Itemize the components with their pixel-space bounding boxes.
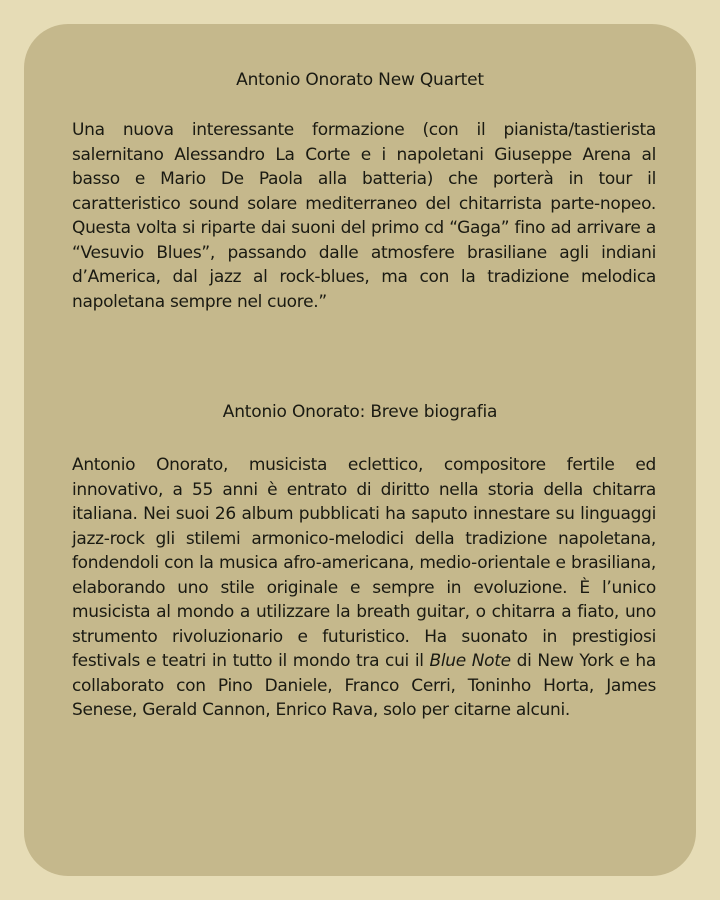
- content-card: [24, 24, 696, 876]
- biography-title: Antonio Onorato: Breve biografia: [222, 402, 498, 422]
- quartet-title: Antonio Onorato New Quartet: [236, 70, 484, 90]
- biography-text-part-1: Antonio Onorato, musicista eclettico, compositore fertile ed innovativo, a 55 anni è entrato di diritto nella storia della chitarra italiana. Nei suoi 26 album pubblicati ha saputo innestare su linguaggi jazz-rock gli stilemi armonico-melodici della tradizione napoletana, fondendoli con la musica afro-americana, medio-orientale e brasiliana, elaborando uno stile originale e sempre in evoluzione. È l’unico musicista al mondo a utilizzare la breath guitar, o chitarra a fiato, uno strumento rivoluzionario e futuristico. Ha suonato in prestigiosi festivals e teatri in tutto il mondo tra cui il: [72, 455, 656, 671]
- quartet-description: Una nuova interessante formazione (con il pianista/tastierista salernitano Alessandro La Corte e i napoletani Giuseppe Arena al basso e Mario De Paola alla batteria) che porterà in tour il caratteristico sound solare mediterraneo del chitarrista parte-nopeo. Questa volta si riparte dai suoni del primo cd “Gaga” fino ad arrivare a “Vesuvio Blues”, passando dalle atmosfere brasiliane agli indiani d’America, dal jazz al rock-blues, ma con la tradizione melodica napoletana sempre nel cuore.”: [72, 120, 656, 312]
- blue-note-venue: Blue Note: [429, 651, 511, 671]
- biography-text: [72, 453, 656, 723]
- biography-text-part-2: di New York e ha collaborato con Pino Daniele, Franco Cerri, Toninho Horta, James Senese, Gerald Cannon, Enrico Rava, solo per citarne alcuni.: [72, 651, 656, 720]
